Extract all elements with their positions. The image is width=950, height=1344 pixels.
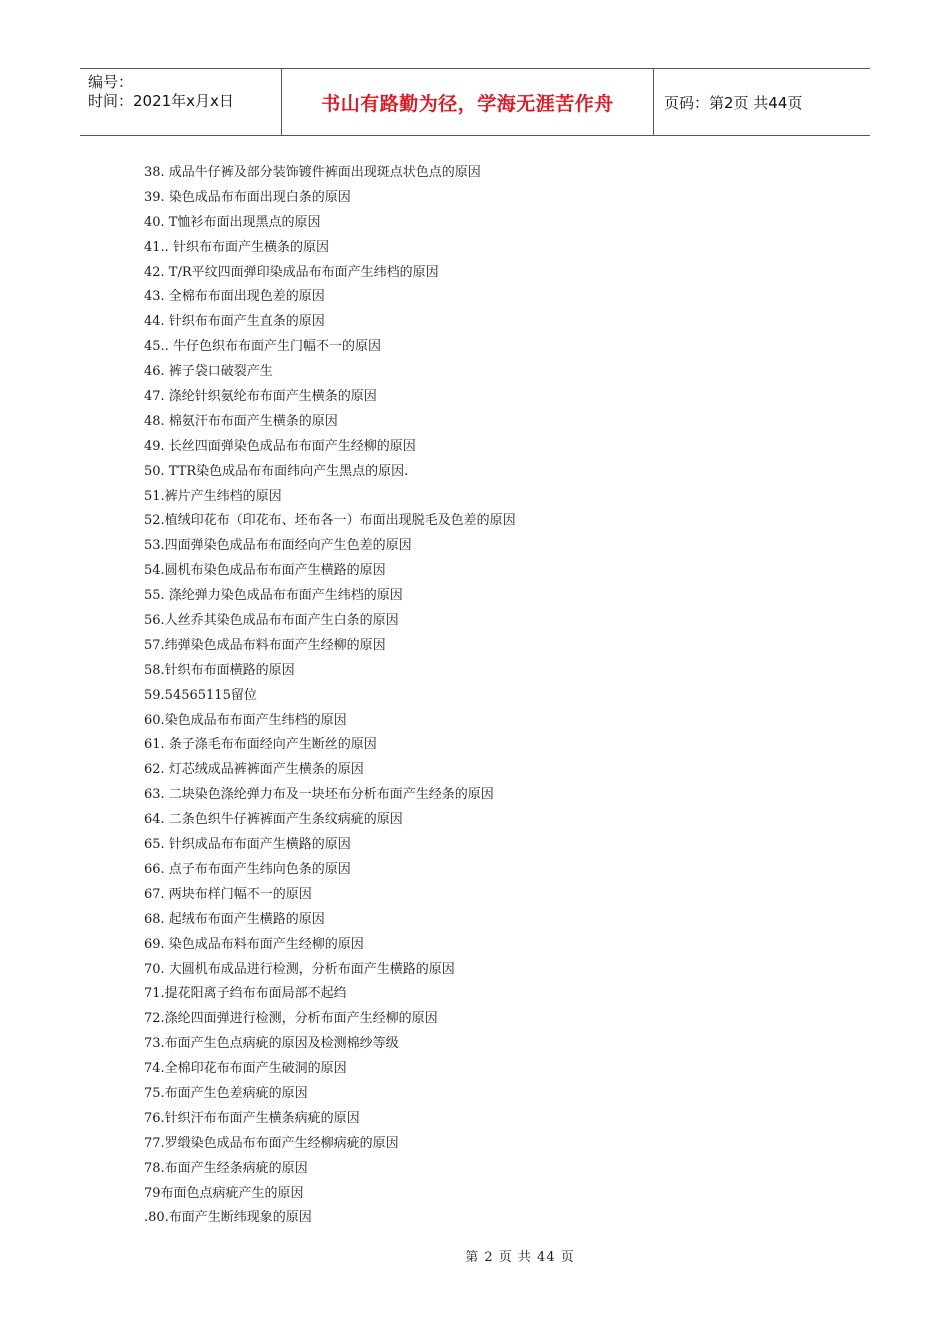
header-left-cell [80,69,282,135]
list-item: 74.全棉印花布布面产生破洞的原因 [144,1061,347,1077]
contents-list [144,161,516,1231]
list-item: 61. 条子涤毛布布面经向产生断丝的原因 [144,737,377,753]
list-item: 49. 长丝四面弹染色成品布布面产生经柳的原因 [144,438,416,454]
motto-text: 书山有路勤为径，学海无涯苦作舟 [321,92,614,115]
list-item: 75.布面产生色差病疵的原因 [144,1085,308,1101]
list-item: 64. 二条色织牛仔裤裤面产生条纹病疵的原因 [144,812,403,828]
list-item: 43. 全棉布布面出现色差的原因 [144,289,325,305]
list-item: 63. 二块染色涤纶弹力布及一块坯布分析布面产生经条的原因 [144,787,494,803]
header-page-label: 页码：第2页 共44页 [664,93,803,112]
header-table [80,68,870,136]
list-item: 56.人丝乔其染色成品布布面产生白条的原因 [144,613,399,629]
list-item: 59.54565115留位 [144,687,257,703]
list-item: 72.涤纶四面弹进行检测，分析布面产生经柳的原因 [144,1011,438,1027]
list-item: 60.染色成品布布面产生纬档的原因 [144,712,347,728]
header-page-cell [654,69,870,135]
list-item: 52.植绒印花布（印花布、坯布各一）布面出现脱毛及色差的原因 [144,513,516,529]
list-item: 54.圆机布染色成品布布面产生横路的原因 [144,563,386,579]
list-item: 69. 染色成品布料布面产生经柳的原因 [144,936,364,952]
list-item: 47. 涤纶针织氨纶布布面产生横条的原因 [144,389,377,405]
list-item: 58.针织布布面横路的原因 [144,662,295,678]
list-item: 48. 棉氨汗布布面产生横条的原因 [144,413,338,429]
list-item: 71.提花阳离子绉布布面局部不起绉 [144,986,347,1002]
list-item: 42. T/R平纹四面弹印染成品布布面产生纬档的原因 [144,264,439,280]
list-item: 53.四面弹染色成品布布面经向产生色差的原因 [144,538,412,554]
list-item: 78.布面产生经条病疵的原因 [144,1160,308,1176]
date-label: 时间：2021年x月x日 [88,92,234,110]
list-item: 50. TTR染色成品布布面纬向产生黑点的原因. [144,463,409,479]
code-label: 编号： [88,73,134,91]
header-motto-cell [282,69,654,135]
list-item: 39. 染色成品布布面出现白条的原因 [144,189,351,205]
list-item: 40. T恤衫布面出现黑点的原因 [144,214,321,230]
list-item: 67. 两块布样门幅不一的原因 [144,886,312,902]
list-item: 77.罗缎染色成品布布面产生经柳病疵的原因 [144,1135,399,1151]
list-item: 45.. 牛仔色织布布面产生门幅不一的原因 [144,339,381,355]
list-item: 70. 大圆机布成品进行检测，分析布面产生横路的原因 [144,961,455,977]
list-item: 55. 涤纶弹力染色成品布布面产生纬档的原因 [144,588,403,604]
list-item: 57.纬弹染色成品布料布面产生经柳的原因 [144,637,386,653]
list-item: 46. 裤子袋口破裂产生 [144,364,273,380]
list-item: 66. 点子布布面产生纬向色条的原因 [144,861,351,877]
list-item: 62. 灯芯绒成品裤裤面产生横条的原因 [144,762,364,778]
footer-page-number: 第 2 页 共 44 页 [465,1250,575,1265]
list-item: 73.布面产生色点病疵的原因及检测棉纱等级 [144,1036,399,1052]
list-item: 76.针织汗布布面产生横条病疵的原因 [144,1110,360,1126]
list-item: 44. 针织布布面产生直条的原因 [144,314,325,330]
page-footer [0,1246,950,1265]
list-item: 79布面色点病疵产生的原因 [144,1185,304,1201]
list-item: 68. 起绒布布面产生横路的原因 [144,911,325,927]
list-item: 65. 针织成品布布面产生横路的原因 [144,837,351,853]
list-item: 41.. 针织布布面产生横条的原因 [144,239,329,255]
list-item: 38. 成品牛仔裤及部分装饰镀件裤面出现斑点状色点的原因 [144,165,481,180]
list-item: 51.裤片产生纬档的原因 [144,488,282,504]
list-item: .80.布面产生断纬现象的原因 [144,1210,312,1226]
